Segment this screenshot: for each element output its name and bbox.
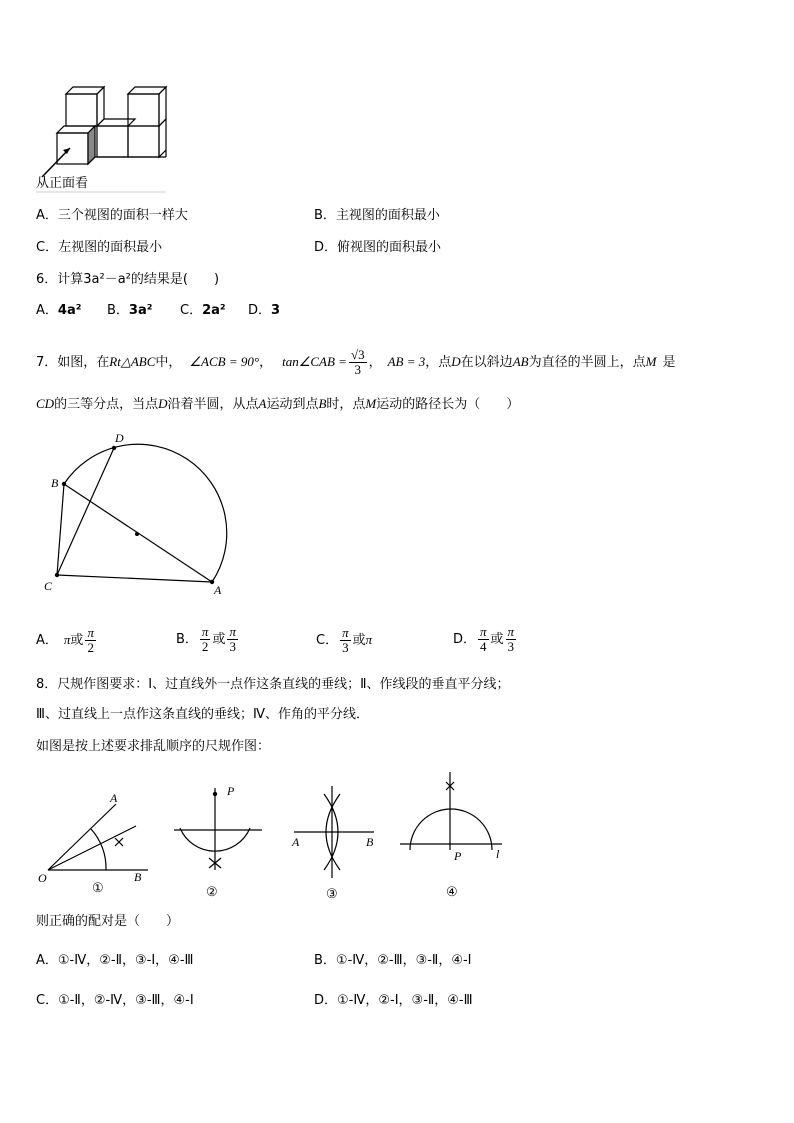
q7-option-d[interactable]: D． $\frac{\pi}{4}$ 或 $\frac{\pi}{3}$ — [453, 624, 515, 654]
label-b: B — [51, 476, 59, 490]
construction-figure-3 — [288, 782, 388, 904]
figure-caption: 从正面看 — [36, 176, 89, 191]
q5-option-d[interactable]: D．俯视图的面积最小 — [314, 240, 442, 255]
q8-stem-line1: 8．尺规作图要求：Ⅰ、过直线外一点作这条直线的垂线；Ⅱ、作线段的垂直平分线； — [36, 677, 510, 692]
f3-number: ③ — [326, 886, 338, 901]
q8-option-c[interactable]: C．①-Ⅱ，②-Ⅳ，③-Ⅲ，④-Ⅰ — [36, 993, 194, 1008]
q8-option-d[interactable]: D．①-Ⅳ，②-Ⅰ，③-Ⅱ，④-Ⅲ — [314, 993, 473, 1008]
q8-option-a[interactable]: A．①-Ⅳ，②-Ⅱ，③-Ⅰ，④-Ⅲ — [36, 953, 194, 968]
construction-figure-2 — [170, 778, 270, 903]
f2-number: ② — [206, 884, 218, 899]
label-c: C — [44, 579, 53, 593]
q8-option-b[interactable]: B．①-Ⅳ，②-Ⅲ，③-Ⅱ，④-Ⅰ — [314, 953, 472, 968]
q8-stem-line3: 如图是按上述要求排乱顺序的尺规作图： — [36, 739, 271, 754]
q5-option-a[interactable]: A．三个视图的面积一样大 — [36, 208, 188, 223]
q7-option-a[interactable]: A． π或 $\frac{\pi}{2}$ — [36, 625, 94, 655]
f3-label-a: A — [292, 835, 300, 849]
q5-option-b[interactable]: B．主视图的面积最小 — [314, 208, 440, 223]
f2-label-p: P — [227, 784, 235, 798]
q7-option-c[interactable]: C． $\frac{\pi}{3}$ 或π — [316, 625, 373, 655]
construction-figure-1 — [36, 786, 156, 898]
f1-label-a: A — [110, 791, 118, 805]
f3-label-b: B — [366, 835, 374, 849]
semicircle-triangle-figure — [40, 428, 240, 598]
q6-option-a[interactable]: A．4a² — [36, 303, 82, 318]
q7-option-b[interactable]: B． $\frac{\pi}{2}$ 或 $\frac{\pi}{3}$ — [176, 624, 236, 654]
f4-label-p: P — [454, 849, 462, 863]
q5-option-c[interactable]: C．左视图的面积最小 — [36, 240, 163, 255]
f4-label-l: l — [496, 847, 500, 861]
q8-stem-line2: Ⅲ、过直线上一点作这条直线的垂线；Ⅳ、作角的平分线． — [36, 707, 369, 722]
q6-option-b[interactable]: B．3a² — [107, 303, 153, 318]
f1-number: ① — [92, 880, 104, 895]
label-d: D — [115, 431, 124, 445]
f1-label-o: O — [38, 871, 47, 885]
q7-stem-line2: CD的三等分点，当点D沿着半圆，从点A运动到点B时，点M运动的路径长为（ ） — [36, 396, 520, 412]
f4-number: ④ — [446, 884, 458, 899]
f1-label-b: B — [134, 870, 142, 884]
q6-option-c[interactable]: C．2a² — [180, 303, 226, 318]
q6-option-d[interactable]: D．3 — [248, 303, 281, 318]
q7-stem-line1: 7．如图，在Rt△ABC中， ∠ACB = 90°， tan∠CAB = $\frac{√3}{3}$ ， AB = 3，点D在以斜边AB为直径的半圆上，点M 是 — [36, 347, 676, 377]
label-a: A — [214, 583, 222, 597]
construction-figure-4 — [398, 768, 518, 902]
q6-stem: 6．计算3a²－a²的结果是( ) — [36, 272, 220, 287]
q8-question: 则正确的配对是（ ） — [36, 914, 180, 929]
